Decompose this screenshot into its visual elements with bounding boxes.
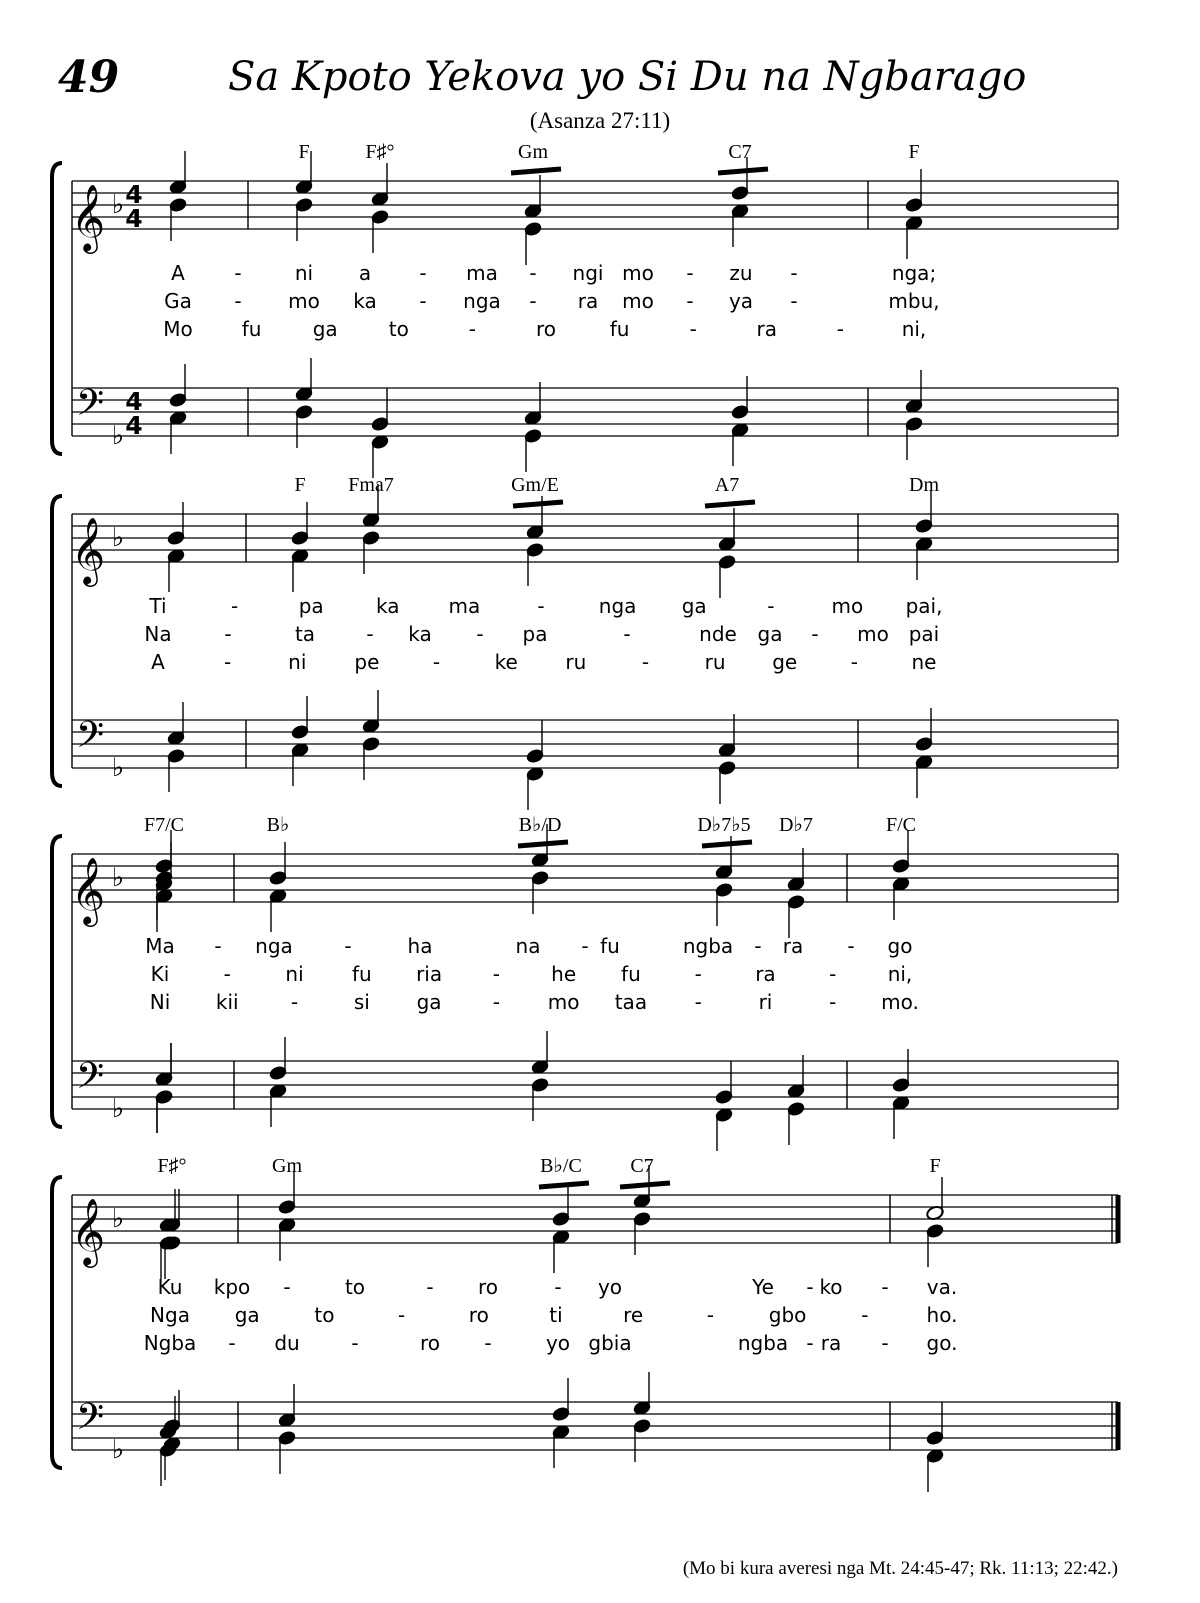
lyric-hyphen: - bbox=[344, 934, 352, 958]
chord-symbol: C7 bbox=[630, 1155, 654, 1177]
note-beam bbox=[718, 169, 768, 173]
chord-symbol: D♭7 bbox=[779, 814, 813, 836]
footer-references: (Mo bi kura averesi nga Mt. 24:45-47; Rk. 11:13; 22:42.) bbox=[682, 1558, 1118, 1579]
lyric-syllable: Ye bbox=[752, 1275, 774, 1299]
lyric-syllable: fu bbox=[621, 962, 641, 986]
lyric-syllable: ria bbox=[416, 962, 443, 986]
lyric-hyphen: - bbox=[694, 990, 702, 1014]
chord-symbol: Gm bbox=[518, 141, 548, 163]
lyric-syllable: kpo bbox=[213, 1275, 251, 1299]
lyric-syllable: ha bbox=[407, 934, 433, 958]
lyric-hyphen: - bbox=[230, 594, 239, 618]
lyric-hyphen: - bbox=[351, 1331, 359, 1355]
lyric-syllable: ka bbox=[408, 622, 432, 646]
lyric-syllable: nga; bbox=[891, 261, 937, 285]
lyric-hyphen: - bbox=[790, 289, 798, 313]
lyric-syllable: taa bbox=[614, 990, 648, 1014]
lyric-syllable: ni bbox=[294, 261, 314, 285]
lyric-syllable: ro bbox=[419, 1331, 441, 1355]
lyric-hyphen: - bbox=[224, 650, 232, 674]
note-beam bbox=[511, 169, 561, 173]
lyric-hyphen: - bbox=[492, 990, 500, 1014]
lyric-hyphen: - bbox=[283, 1275, 291, 1299]
lyric-hyphen: - bbox=[641, 650, 650, 674]
lyric-syllable: Mo bbox=[163, 317, 193, 341]
lyric-syllable: to bbox=[388, 317, 409, 341]
lyric-syllable: ga bbox=[234, 1303, 260, 1327]
lyric-syllable: fu bbox=[241, 317, 262, 341]
lyric-hyphen: - bbox=[581, 934, 589, 958]
time-signature-bottom: 4 bbox=[125, 411, 143, 440]
lyric-hyphen: - bbox=[836, 317, 845, 341]
lyric-syllable: to bbox=[314, 1303, 335, 1327]
lyric-syllable: ru bbox=[565, 650, 587, 674]
lyric-syllable: ne bbox=[911, 650, 937, 674]
note-beam bbox=[702, 842, 752, 846]
lyric-syllable: mo bbox=[288, 289, 320, 313]
lyric-syllable: ri bbox=[758, 990, 773, 1014]
system-bracket bbox=[52, 1177, 62, 1468]
lyric-syllable: ka bbox=[353, 289, 377, 313]
lyric-syllable: mo bbox=[622, 261, 654, 285]
lyric-hyphen: - bbox=[224, 622, 232, 646]
lyric-syllable: Nga bbox=[150, 1303, 190, 1327]
lyric-hyphen: - bbox=[537, 594, 545, 618]
lyric-syllable: ni bbox=[285, 962, 304, 986]
lyric-syllable: yo bbox=[597, 1275, 623, 1299]
lyric-syllable: fu bbox=[609, 317, 630, 341]
lyric-syllable: nga bbox=[463, 289, 501, 313]
key-flat-icon: ♭ bbox=[111, 1435, 125, 1465]
lyric-hyphen: - bbox=[484, 1331, 492, 1355]
lyric-hyphen: - bbox=[419, 289, 427, 313]
lyric-syllable: ni, bbox=[887, 962, 913, 986]
lyric-hyphen: - bbox=[234, 261, 242, 285]
lyric-hyphen: - bbox=[706, 1303, 715, 1327]
lyric-syllable: mo bbox=[857, 622, 889, 646]
lyric-syllable: ma bbox=[448, 594, 481, 618]
lyric-hyphen: - bbox=[850, 650, 858, 674]
lyric-hyphen: - bbox=[623, 622, 631, 646]
lyric-syllable: Na bbox=[144, 622, 172, 646]
lyric-syllable: Ti bbox=[149, 594, 167, 618]
chord-symbol: F bbox=[294, 474, 306, 496]
hymn-number: 49 bbox=[58, 52, 120, 103]
treble-clef-icon: 𝄞 bbox=[70, 856, 106, 924]
note-beam bbox=[620, 1183, 670, 1187]
lyric-syllable: ni bbox=[288, 650, 307, 674]
lyric-hyphen: - bbox=[426, 1275, 434, 1299]
scripture-reference: (Asanza 27:11) bbox=[529, 108, 671, 133]
key-flat-icon: ♭ bbox=[111, 863, 125, 893]
key-flat-icon: ♭ bbox=[111, 523, 125, 553]
lyric-hyphen: - bbox=[881, 1275, 889, 1299]
lyric-syllable: pai, bbox=[905, 594, 943, 618]
chord-symbol: F bbox=[908, 141, 920, 163]
note-beam bbox=[705, 502, 755, 506]
lyric-syllable: ra bbox=[755, 962, 776, 986]
lyric-syllable: ti bbox=[549, 1303, 563, 1327]
system-bracket bbox=[52, 836, 62, 1127]
chord-symbol: B♭ bbox=[266, 814, 290, 836]
lyric-hyphen: - bbox=[214, 934, 222, 958]
lyric-syllable: nga bbox=[255, 934, 293, 958]
time-signature-bottom: 4 bbox=[125, 204, 143, 233]
lyric-hyphen: - bbox=[881, 1331, 889, 1355]
chord-symbol: Dm bbox=[909, 474, 939, 496]
lyric-syllable: ge bbox=[772, 650, 798, 674]
lyric-syllable: fu bbox=[600, 934, 620, 958]
lyric-hyphen: - bbox=[806, 1331, 814, 1355]
lyric-hyphen: - bbox=[811, 622, 819, 646]
note-beam bbox=[518, 842, 568, 846]
lyric-syllable: mo bbox=[831, 594, 864, 618]
lyric-hyphen: - bbox=[686, 289, 694, 313]
chord-symbol: F bbox=[298, 141, 310, 163]
lyric-syllable: Ku bbox=[157, 1275, 183, 1299]
lyric-syllable: ro bbox=[535, 317, 557, 341]
lyric-syllable: va. bbox=[926, 1275, 958, 1299]
chord-symbol: D♭7♭5 bbox=[697, 814, 751, 836]
key-flat-icon: ♭ bbox=[111, 1204, 125, 1234]
lyric-hyphen: - bbox=[829, 962, 837, 986]
chord-symbol: F/C bbox=[885, 814, 917, 836]
key-flat-icon: ♭ bbox=[111, 753, 125, 783]
bass-clef-icon: 𝄢 bbox=[75, 382, 105, 433]
treble-clef-icon: 𝄞 bbox=[70, 183, 106, 251]
lyric-syllable: ho. bbox=[926, 1303, 958, 1327]
lyric-syllable: ra bbox=[756, 317, 778, 341]
note-beam bbox=[513, 502, 563, 506]
lyric-syllable: zu bbox=[729, 261, 753, 285]
lyric-syllable: ke bbox=[494, 650, 518, 674]
chord-symbol: F7/C bbox=[143, 814, 185, 836]
lyric-syllable: ni, bbox=[901, 317, 927, 341]
key-flat-icon: ♭ bbox=[111, 421, 125, 451]
lyric-hyphen: - bbox=[861, 1303, 869, 1327]
lyric-syllable: ya bbox=[728, 289, 754, 313]
hymn-title: Sa Kpoto Yekova yo Si Du na Ngbarago bbox=[228, 54, 1027, 100]
chord-symbol: F♯° bbox=[157, 1155, 187, 1177]
lyric-hyphen: - bbox=[223, 962, 231, 986]
chord-symbol: B♭/D bbox=[518, 814, 562, 836]
lyric-syllable: pe bbox=[354, 650, 380, 674]
treble-clef-icon: 𝄞 bbox=[70, 516, 106, 584]
lyric-hyphen: - bbox=[554, 1275, 562, 1299]
lyric-hyphen: - bbox=[806, 1275, 814, 1299]
lyric-syllable: mbu, bbox=[888, 289, 940, 313]
lyric-syllable: A bbox=[171, 261, 185, 285]
lyric-hyphen: - bbox=[432, 650, 441, 674]
lyric-syllable: go. bbox=[926, 1331, 958, 1355]
lyric-syllable: ga bbox=[312, 317, 338, 341]
system-bracket bbox=[52, 163, 62, 454]
lyric-hyphen: - bbox=[290, 990, 299, 1014]
lyric-syllable: Ga bbox=[164, 289, 192, 313]
lyric-syllable: gbia bbox=[588, 1331, 632, 1355]
chord-symbol: A7 bbox=[714, 474, 740, 496]
lyric-hyphen: - bbox=[790, 261, 798, 285]
lyric-hyphen: - bbox=[419, 261, 427, 285]
lyric-syllable: mo bbox=[547, 990, 580, 1014]
chord-symbol: Fma7 bbox=[348, 474, 394, 496]
lyric-syllable: pai bbox=[908, 622, 940, 646]
lyric-syllable: kii bbox=[215, 990, 239, 1014]
time-signature-top: 4 bbox=[125, 180, 143, 209]
lyric-syllable: gbo bbox=[768, 1303, 807, 1327]
lyric-syllable: yo bbox=[545, 1331, 571, 1355]
lyric-syllable: fu bbox=[351, 962, 372, 986]
lyric-syllable: mo bbox=[622, 289, 654, 313]
lyric-syllable: ru bbox=[704, 650, 726, 674]
lyric-syllable: a bbox=[358, 261, 372, 285]
bass-clef-icon: 𝄢 bbox=[75, 714, 105, 765]
lyric-hyphen: - bbox=[529, 261, 537, 285]
chord-symbol: Gm/E bbox=[511, 474, 559, 496]
lyric-syllable: he bbox=[551, 962, 577, 986]
lyric-syllable: ngba bbox=[682, 934, 734, 958]
lyric-hyphen: - bbox=[847, 934, 855, 958]
lyric-syllable: Ki bbox=[150, 962, 170, 986]
lyric-hyphen: - bbox=[686, 261, 694, 285]
bass-clef-icon: 𝄢 bbox=[75, 1396, 105, 1447]
treble-clef-icon: 𝄞 bbox=[70, 1197, 106, 1265]
chord-symbol: Gm bbox=[272, 1155, 302, 1177]
lyric-hyphen: - bbox=[529, 289, 537, 313]
time-signature-top: 4 bbox=[125, 387, 143, 416]
lyric-syllable: ga bbox=[416, 990, 442, 1014]
lyric-hyphen: - bbox=[754, 934, 762, 958]
lyric-syllable: ma bbox=[466, 261, 498, 285]
lyric-hyphen: - bbox=[397, 1303, 406, 1327]
lyric-syllable: ga bbox=[681, 594, 707, 618]
lyric-hyphen: - bbox=[492, 962, 500, 986]
lyric-syllable: pa bbox=[298, 594, 324, 618]
lyric-syllable: ro bbox=[477, 1275, 499, 1299]
chord-symbol: C7 bbox=[728, 141, 752, 163]
lyric-syllable: si bbox=[353, 990, 370, 1014]
lyric-syllable: ro bbox=[468, 1303, 489, 1327]
lyric-syllable: A bbox=[151, 650, 165, 674]
lyric-syllable: ga bbox=[757, 622, 783, 646]
lyric-syllable: nga bbox=[598, 594, 637, 618]
lyric-syllable: mo. bbox=[881, 990, 919, 1014]
lyric-syllable: ngba bbox=[737, 1331, 789, 1355]
lyric-hyphen: - bbox=[767, 594, 775, 618]
lyric-syllable: na bbox=[515, 934, 541, 958]
chord-symbol: F bbox=[929, 1155, 941, 1177]
lyric-syllable: du bbox=[274, 1331, 300, 1355]
lyric-syllable: ra bbox=[782, 934, 804, 958]
note-beam bbox=[539, 1183, 589, 1187]
bass-clef-icon: 𝄢 bbox=[75, 1055, 105, 1106]
lyric-syllable: ko bbox=[819, 1275, 843, 1299]
lyric-hyphen: - bbox=[234, 289, 242, 313]
chord-symbol: B♭/C bbox=[540, 1155, 582, 1177]
lyric-syllable: re bbox=[623, 1303, 644, 1327]
chord-symbol: F♯° bbox=[365, 141, 395, 163]
key-flat-icon: ♭ bbox=[111, 1094, 125, 1124]
lyric-hyphen: - bbox=[689, 317, 697, 341]
lyric-syllable: pa bbox=[522, 622, 548, 646]
lyric-syllable: ta bbox=[294, 622, 316, 646]
lyric-syllable: Ngba bbox=[143, 1331, 197, 1355]
lyric-hyphen: - bbox=[829, 990, 837, 1014]
lyric-syllable: to bbox=[344, 1275, 366, 1299]
lyric-hyphen: - bbox=[228, 1331, 236, 1355]
lyric-syllable: ka bbox=[376, 594, 400, 618]
lyric-hyphen: - bbox=[476, 622, 484, 646]
lyric-hyphen: - bbox=[468, 317, 477, 341]
lyric-hyphen: - bbox=[366, 622, 374, 646]
lyric-syllable: go bbox=[887, 934, 913, 958]
lyric-syllable: ra bbox=[820, 1331, 842, 1355]
lyric-syllable: Ni bbox=[149, 990, 171, 1014]
lyric-syllable: ra bbox=[577, 289, 599, 313]
lyric-syllable: Ma bbox=[145, 934, 175, 958]
lyric-syllable: nde bbox=[699, 622, 737, 646]
lyric-hyphen: - bbox=[694, 962, 702, 986]
system-bracket bbox=[52, 496, 62, 786]
key-flat-icon: ♭ bbox=[111, 190, 125, 220]
lyric-syllable: ngi bbox=[572, 261, 604, 285]
